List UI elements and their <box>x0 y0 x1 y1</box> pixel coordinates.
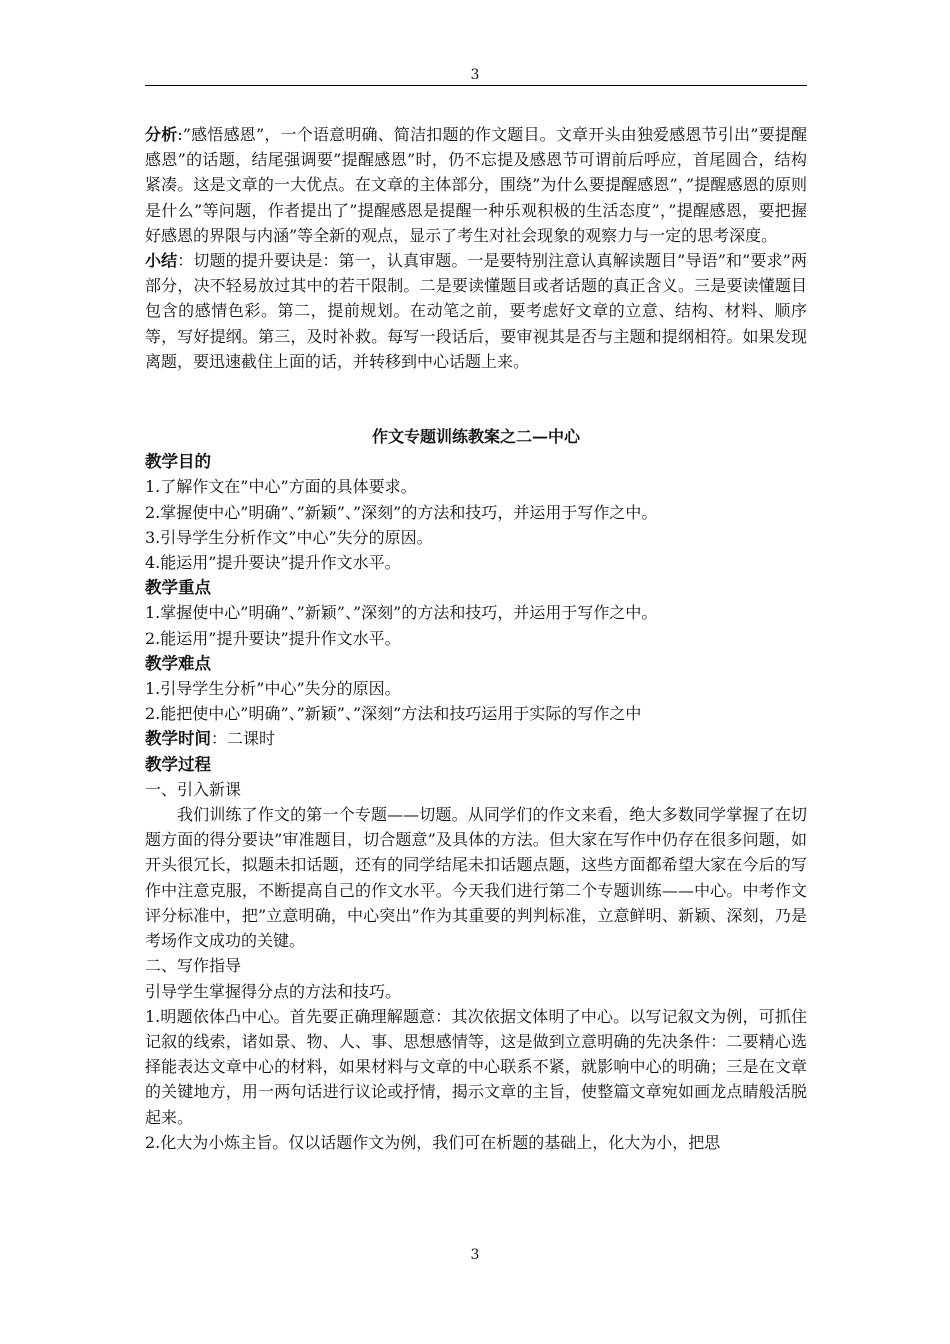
summary-text: ：切题的提升要诀是：第一，认真审题。一是要特别注意认真解读题目”导语”和”要求”两部分，决不轻易放过其中的若干限制。二是要读懂题目或者话题的真正含义。三是要读懂题目包含的感情色彩。第二，提前规划。在动笔之前，要考虑好文章的立意、结构、材料、顺序等，写好提纲。第三，及时补救。每写一段话后，要审视其是否与主题和提纲相符。如果发现离题，要迅速截住上面的话，并转移到中心话题上来。 <box>145 251 807 371</box>
lesson-title: 作文专题训练教案之二—中心 <box>371 427 580 447</box>
section1-text: 我们训练了作文的第一个专题——切题。从同学们的作文来看，绝大多数同学掌握了在切题方面的得分要诀”审准题目，切合题意”及具体的方法。但大家在写作中仍存在很多问题，如开头很冗长，拟题未扣话题，还有的同学结尾未扣话题点题，这些方面都希望大家在今后的写作中注意克服，不断提高自己的作文水平。今天我们进行第二个专题训练——中心。中考作文评分标准中，把”立意明确，中心突出”作为其重要的判判标准，立意鲜明、新颖、深刻，乃是考场作文成功的关键。 <box>145 805 807 951</box>
time-line <box>145 726 807 751</box>
objective-item: 2.掌握使中心”明确”、”新颖”、”深刻”的方法和技巧，并运用于写作之中。 <box>145 502 658 522</box>
analysis-paragraph <box>145 122 807 248</box>
page-number-top: 3 <box>470 67 480 83</box>
key-point-item: 2.能运用”提升要诀”提升作文水平。 <box>145 628 401 648</box>
summary-label: 小结 <box>145 251 178 271</box>
difficulty-item: 2.能把使中心”明确”、”新颖”、”深刻”方法和技巧运用于实际的写作之中 <box>145 704 642 724</box>
difficulty-item: 1.引导学生分析”中心”失分的原因。 <box>145 679 401 699</box>
page-number-bottom: 3 <box>470 1247 480 1263</box>
section2-paragraph-2: 2.化大为小炼主旨。仅以话题作文为例，我们可在析题的基础上，化大为小，把思 <box>145 1132 721 1152</box>
objective-item: 4.能运用”提升要诀”提升作文水平。 <box>145 553 401 573</box>
section2-heading: 二、写作指导 <box>145 956 242 976</box>
section2-paragraph-1: 1.明题依体凸中心。首先要正确理解题意：其次依据文体明了中心。以写记叙文为例，可抓住记叙的线索，诸如景、物、人、事、思想感情等，这是做到立意明确的先决条件：二要精心选择能表达文章中心的材料，如果材料与文章的中心联系不紧，就影响中心的明确；三是在文章的关键地方，用一两句话进行议论或抒情，揭示文章的主旨，使整篇文章宛如画龙点睛般活脱起来。 <box>145 1006 807 1127</box>
process-heading: 教学过程 <box>145 754 211 774</box>
analysis-label: 分析 <box>145 125 178 144</box>
section-spacer <box>145 374 807 424</box>
difficulties-heading: 教学难点 <box>145 653 211 673</box>
objective-item: 3.引导学生分析作文”中心”失分的原因。 <box>145 527 433 547</box>
key-point-item: 1.掌握使中心”明确”、”新颖”、”深刻”的方法和技巧，并运用于写作之中。 <box>145 603 658 623</box>
section2-intro: 引导学生掌握得分点的方法和技巧。 <box>145 981 402 1001</box>
document-body <box>145 122 807 1155</box>
key-points-heading: 教学重点 <box>145 578 211 598</box>
objectives-heading: 教学目的 <box>145 452 211 472</box>
summary-paragraph <box>145 248 807 374</box>
section1-heading: 一、引入新课 <box>145 779 242 799</box>
time-value: ：二课时 <box>211 729 276 749</box>
time-label: 教学时间 <box>145 729 211 749</box>
header-divider <box>145 85 807 86</box>
objective-item: 1.了解作文在”中心”方面的具体要求。 <box>145 477 417 497</box>
analysis-text: :”感悟感恩”，一个语意明确、简洁扣题的作文题目。文章开头由独爱感恩节引出”要提醒感恩”的话题，结尾强调要”提醒感恩”时，仍不忘提及感恩节可谓前后呼应，首尾圆合，结构紧凑。这是文章的一大优点。在文章的主体部分，围绕”为什么要提醒感恩”，”提醒感恩的原则是什么”等问题，作者提出了”提醒感恩是提醒一种乐观积极的生活态度”，”提醒感恩，要把握好感恩的界限与内涵”等全新的观点，显示了考生对社会现象的观察力与一定的思考深度。 <box>145 125 807 245</box>
